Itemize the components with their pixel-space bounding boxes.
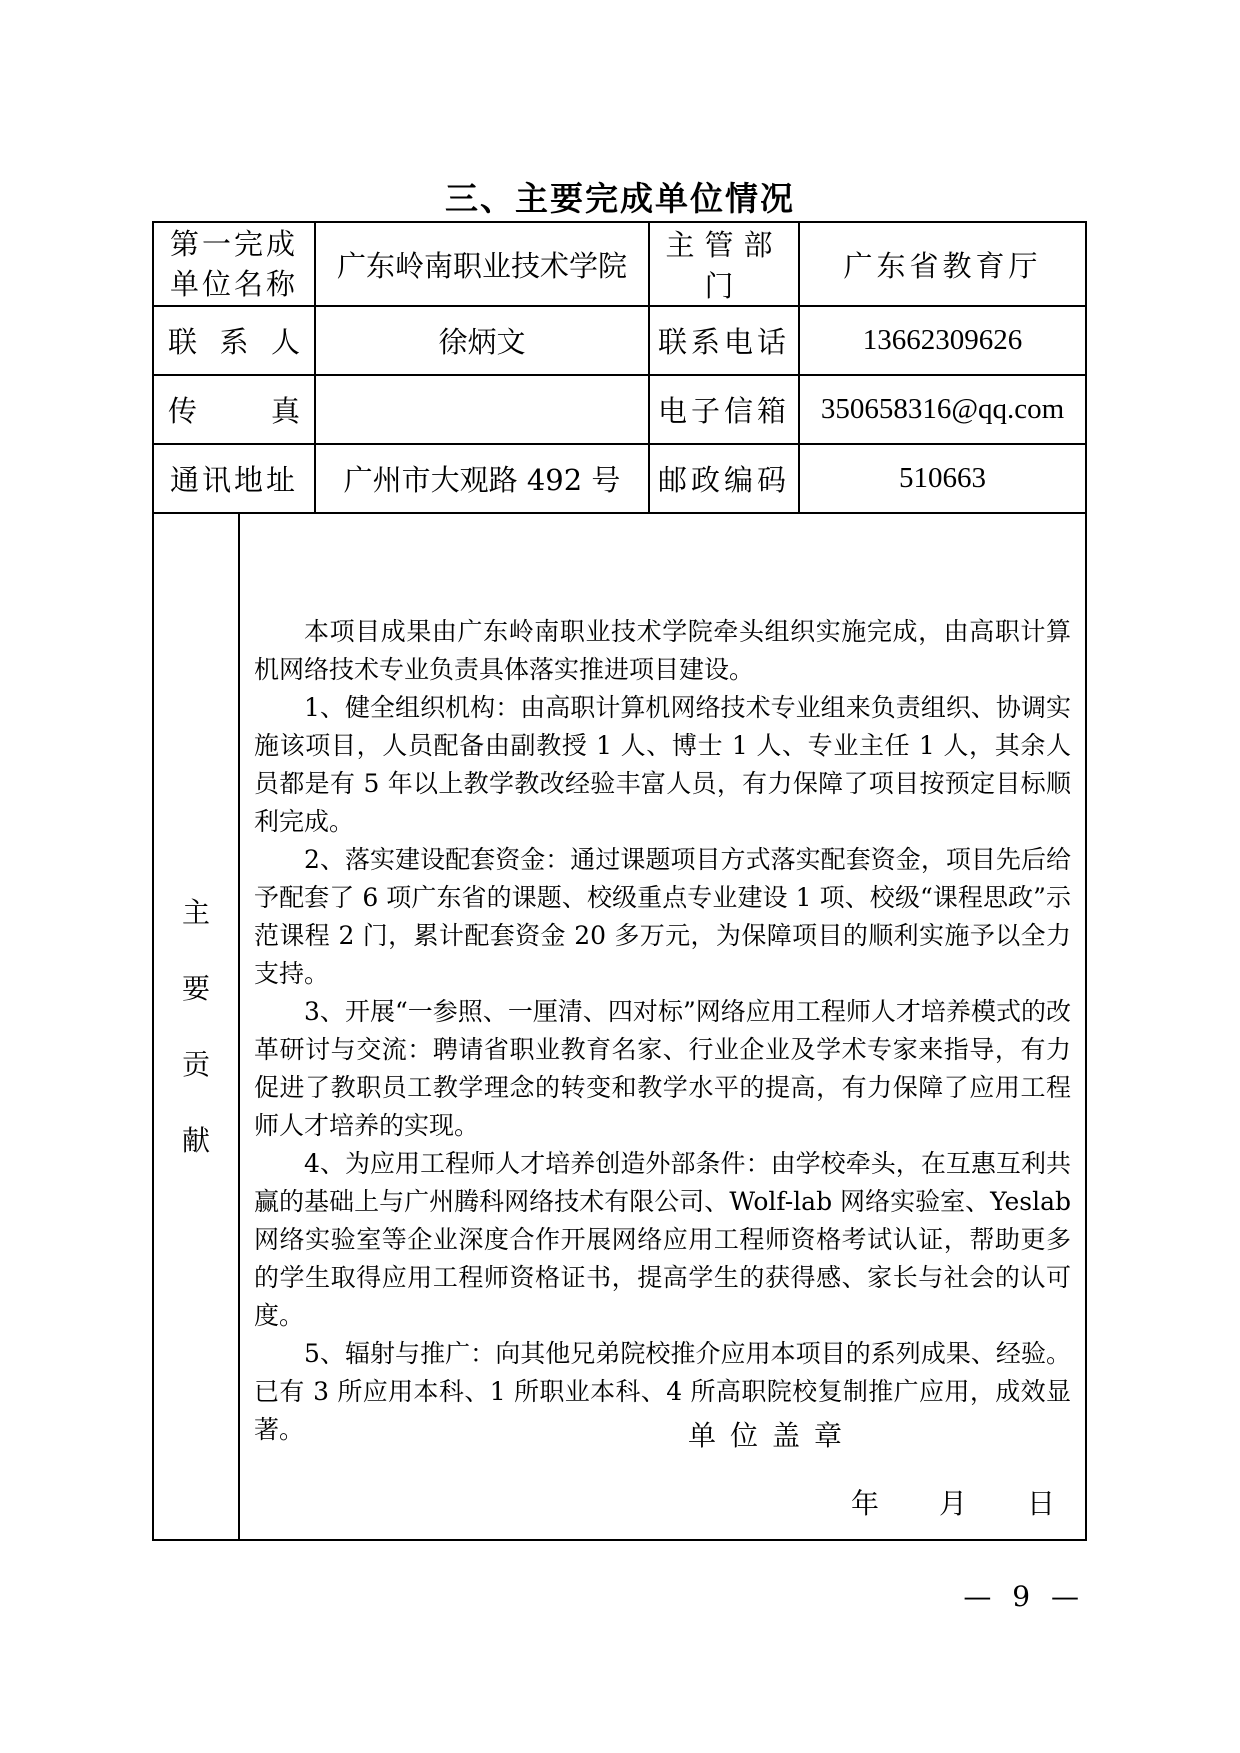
unit-info-table xyxy=(152,221,1087,1541)
date-year: 年 xyxy=(850,1487,879,1520)
fax-label: 传真 xyxy=(153,375,315,444)
contribution-label: 主 要 贡 献 xyxy=(153,513,239,1540)
paragraph: 本项目成果由广东岭南职业技术学院牵头组织实施完成，由高职计算机网络技术专业负责具体落实推进项目建设。 xyxy=(254,617,1072,684)
table-row xyxy=(153,375,1086,444)
date-month: 月 xyxy=(938,1487,967,1520)
paragraph: 4、为应用工程师人才培养创造外部条件：由学校牵头，在互惠互利共赢的基础上与广州腾科网络技术有限公司、Wolf-lab 网络实验室、Yeslab 网络实验室等企业深度合作开展网络应用工程师资格考试认证，帮助更多的学生取得应用工程师资格证书，提高学生的获得感、家长与社会的认可度。 xyxy=(254,1149,1072,1330)
date-day: 日 xyxy=(1027,1487,1056,1520)
table-row xyxy=(153,306,1086,375)
date-line xyxy=(851,1482,1055,1522)
dept-label: 主管部门 xyxy=(649,222,799,306)
phone-value: 13662309626 xyxy=(799,306,1086,375)
dept-value: 广东省教育厅 xyxy=(799,222,1086,306)
phone-label: 联系电话 xyxy=(649,306,799,375)
paragraph: 1、健全组织机构：由高职计算机网络技术专业组来负责组织、协调实施该项目，人员配备由副教授 1 人、博士 1 人、专业主任 1 人，其余人员都是有 5 年以上教学教改经验丰富人员，有力保障了项目按预定目标顺利完成。 xyxy=(254,693,1072,836)
page-number: — 9 — xyxy=(963,1580,1085,1613)
unit-name-value: 广东岭南职业技术学院 xyxy=(315,222,649,306)
email-label: 电子信箱 xyxy=(649,375,799,444)
contact-label: 联系人 xyxy=(153,306,315,375)
table-row xyxy=(153,444,1086,513)
unit-name-label: 第一完成 单位名称 xyxy=(153,222,315,306)
paragraph: 2、落实建设配套资金：通过课题项目方式落实配套资金，项目先后给予配套了 6 项广东省的课题、校级重点专业建设 1 项、校级“课程思政”示范课程 2 门，累计配套资金 20 多万元，为保障项目的顺利实施予以全力支持。 xyxy=(254,845,1072,988)
address-value: 广州市大观路 492 号 xyxy=(315,444,649,513)
contact-value: 徐炳文 xyxy=(315,306,649,375)
email-value: 350658316@qq.com xyxy=(799,375,1086,444)
postcode-value: 510663 xyxy=(799,444,1086,513)
unit-seal-label: 单位盖章 xyxy=(688,1419,857,1452)
contribution-text xyxy=(240,604,1085,1449)
paragraph: 5、辐射与推广：向其他兄弟院校推介应用本项目的系列成果、经验。已有 3 所应用本科、1 所职业本科、4 所高职院校复制推广应用，成效显著。 xyxy=(254,1339,1072,1444)
table-row xyxy=(153,513,1086,1540)
address-label: 通讯地址 xyxy=(153,444,315,513)
contribution-content xyxy=(239,513,1086,1540)
table-row xyxy=(153,222,1086,306)
fax-value xyxy=(315,375,649,444)
paragraph: 3、开展“一参照、一厘清、四对标”网络应用工程师人才培养模式的改革研讨与交流：聘请省职业教育名家、行业企业及学术专家来指导，有力促进了教职员工教学理念的转变和教学水平的提高，有力保障了应用工程师人才培养的实现。 xyxy=(254,997,1072,1140)
postcode-label: 邮政编码 xyxy=(649,444,799,513)
section-title: 三、主要完成单位情况 xyxy=(445,179,795,218)
